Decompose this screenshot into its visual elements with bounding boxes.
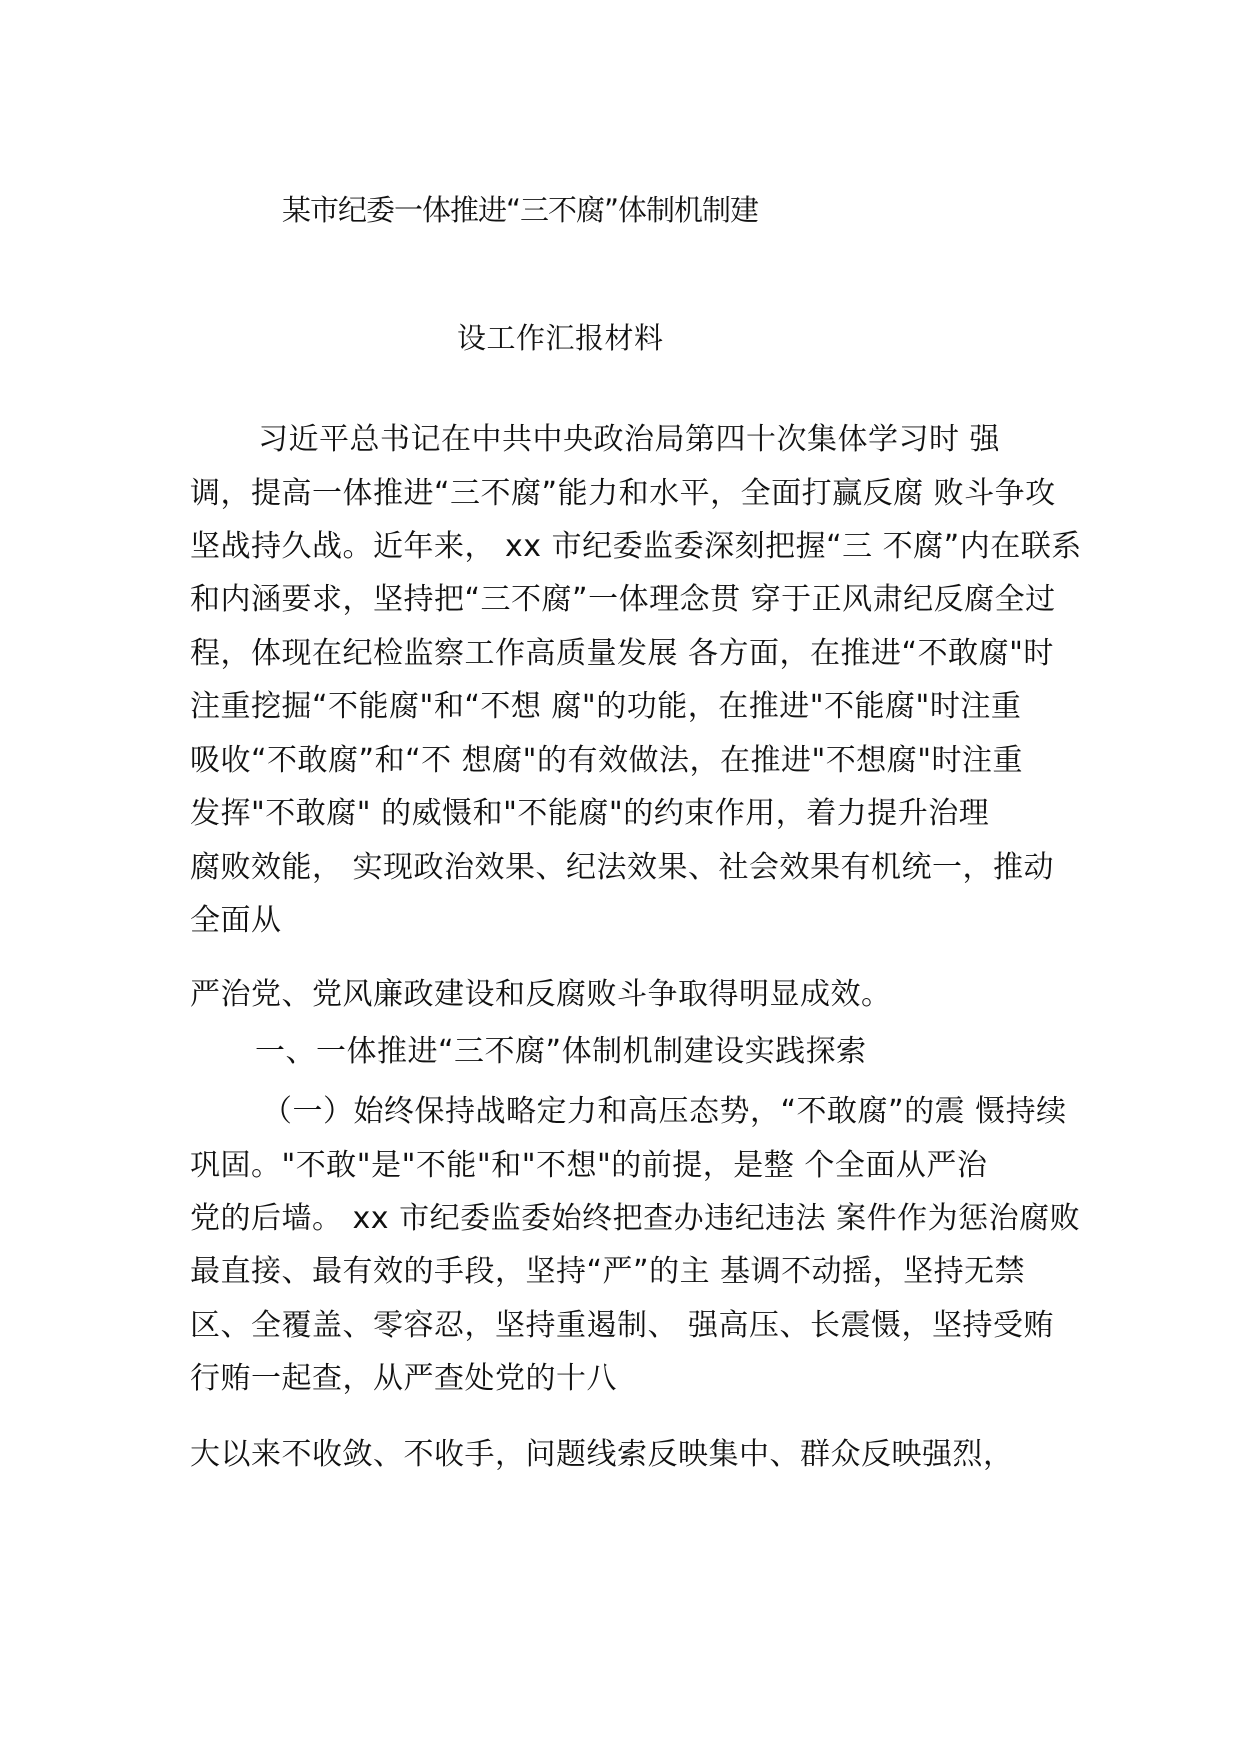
paragraph-2-line-3: 党的后墙。 xx 市纪委监委始终把查办违纪违法 案件作为惩治腐败 [190, 1201, 1081, 1236]
paragraph-1-line-2: 调，提高一体推进“三不腐”能力和水平，全面打赢反腐 败斗争攻 [190, 476, 1056, 511]
paragraph-2-line-5: 区、全覆盖、零容忍，坚持重遏制、 强高压、长震慑，坚持受贿 [190, 1308, 1055, 1343]
paragraph-1-line-3: 坚战持久战。近年来， xx 市纪委监委深刻把握“三 不腐”内在联系 [190, 529, 1082, 564]
paragraph-1-line-10: 全面从 [190, 903, 282, 938]
paragraph-1-line-6: 注重挖掘“不能腐"和“不想 腐"的功能，在推进"不能腐"时注重 [190, 689, 1022, 724]
document-title-line-2: 设工作汇报材料 [457, 321, 664, 355]
paragraph-1-line-4: 和内涵要求，坚持把“三不腐”一体理念贯 穿于正风肃纪反腐全过 [190, 582, 1056, 617]
paragraph-1-line-9: 腐败效能， 实现政治效果、纪法效果、社会效果有机统一，推动 [190, 850, 1055, 885]
document-title-line-1: 某市纪委一体推进“三不腐”体制机制建 [282, 193, 759, 227]
paragraph-2-line-1: （一）始终保持战略定力和高压态势，“不敢腐”的震 慑持续 [262, 1094, 1067, 1129]
paragraph-2-continuation: 大以来不收敛、不收手，问题线索反映集中、群众反映强烈， [190, 1437, 1014, 1472]
paragraph-1-continuation: 严治党、党风廉政建设和反腐败斗争取得明显成效。 [190, 977, 892, 1012]
paragraph-1-line-5: 程，体现在纪检监察工作高质量发展 各方面，在推进“不敢腐"时 [190, 636, 1054, 671]
paragraph-2-line-2: 巩固。"不敢"是"不能"和"不想"的前提，是整 个全面从严治 [190, 1148, 988, 1183]
paragraph-1-line-1: 习近平总书记在中共中央政治局第四十次集体学习时 强 [258, 422, 1001, 457]
paragraph-1-line-7: 吸收“不敢腐”和“不 想腐"的有效做法，在推进"不想腐"时注重 [190, 743, 1024, 778]
paragraph-2-line-6: 行贿一起查，从严查处党的十八 [190, 1361, 617, 1396]
section-heading-1: 一、一体推进“三不腐”体制机制建设实践探索 [255, 1034, 867, 1069]
paragraph-2-line-4: 最直接、最有效的手段，坚持“严”的主 基调不动摇，坚持无禁 [190, 1254, 1026, 1289]
paragraph-1-line-8: 发挥"不敢腐" 的威慑和"不能腐"的约束作用，着力提升治理 [190, 796, 990, 831]
